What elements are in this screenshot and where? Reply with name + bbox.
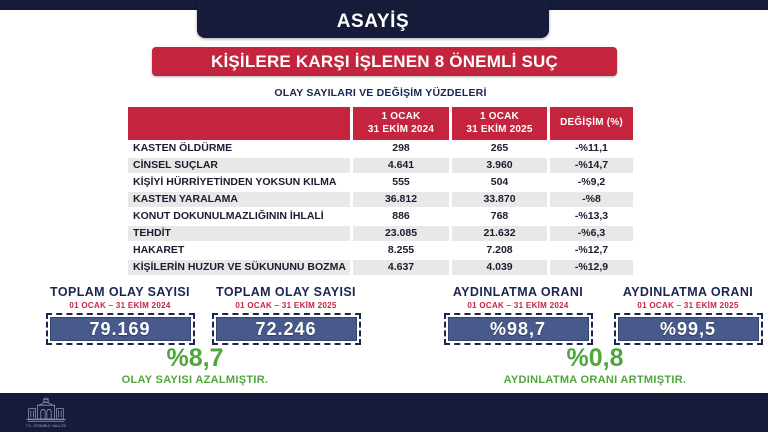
change-cell: -%12,9 [547, 260, 633, 275]
table-caption: OLAY SAYILARI VE DEĞİŞİM YÜZDELERİ [274, 87, 487, 99]
change-cell: -%8 [547, 192, 633, 207]
value-2025-cell: 768 [449, 209, 547, 224]
value-2025-cell: 33.870 [449, 192, 547, 207]
summary-percent: %0,8 [566, 344, 624, 372]
crime-name-cell: CİNSEL SUÇLAR [128, 158, 350, 173]
stat-value: %98,7 [448, 317, 589, 341]
value-2025-cell: 4.039 [449, 260, 547, 275]
value-2025-cell: 504 [449, 175, 547, 190]
th-2025-line2: 31 EKİM 2025 [466, 123, 533, 135]
footer-bar [0, 393, 768, 432]
crime-name-cell: KONUT DOKUNULMAZLIĞININ İHLALİ [128, 209, 350, 224]
table-row [128, 192, 633, 207]
change-cell: -%9,2 [547, 175, 633, 190]
section-banner: KİŞİLERE KARŞI İŞLENEN 8 ÖNEMLİ SUÇ [152, 47, 617, 76]
summary-decrease [30, 345, 360, 386]
stat-label: AYDINLATMA ORANI [452, 285, 584, 299]
stat-value-box [212, 313, 361, 345]
value-2025-cell: 3.960 [449, 158, 547, 173]
stat-value: 72.246 [216, 317, 357, 341]
value-2024-cell: 4.637 [350, 260, 449, 275]
crime-name-cell: HAKARET [128, 243, 350, 258]
table-row [128, 226, 633, 241]
table-row [128, 260, 633, 275]
value-2025-cell: 21.632 [449, 226, 547, 241]
change-cell: -%14,7 [547, 158, 633, 173]
change-cell: -%13,3 [547, 209, 633, 224]
change-cell: -%11,1 [547, 141, 633, 156]
th-change: DEĞİŞİM (%) [547, 107, 633, 140]
th-2025 [449, 107, 547, 140]
th-2024-line2: 31 EKİM 2024 [367, 123, 435, 135]
crime-name-cell: KASTEN YARALAMA [128, 192, 350, 207]
crime-name-cell: TEHDİT [128, 226, 350, 241]
stat-value-box [444, 313, 593, 345]
stat-value: 79.169 [50, 317, 191, 341]
summary-caption: AYDINLATMA ORANI ARTMIŞTIR. [503, 374, 687, 386]
stat-value-box [614, 313, 763, 345]
summary-caption: OLAY SAYISI AZALMIŞTIR. [121, 374, 269, 386]
table-row [128, 243, 633, 258]
table-row [128, 209, 633, 224]
value-2024-cell: 886 [350, 209, 449, 224]
value-2025-cell: 265 [449, 141, 547, 156]
summary-percent: %8,7 [166, 344, 224, 372]
stat-label: TOPLAM OLAY SAYISI [50, 285, 190, 299]
value-2025-cell: 7.208 [449, 243, 547, 258]
stat-period: 01 OCAK – 31 EKİM 2025 [637, 301, 739, 310]
stat-value-box [46, 313, 195, 345]
governorship-building-icon [20, 395, 72, 431]
crime-name-cell: KİŞİLERİN HUZUR VE SÜKUNUNU BOZMA [128, 260, 350, 275]
crime-name-cell: KASTEN ÖLDÜRME [128, 141, 350, 156]
stat-card-clearance-2024 [438, 285, 598, 345]
change-cell: -%6,3 [547, 226, 633, 241]
th-empty [128, 107, 350, 140]
table-row [128, 158, 633, 173]
th-2024 [350, 107, 449, 140]
governorship-name: T.C. İSTANBUL VALİLİĞİ [25, 423, 67, 428]
th-2024-line1: 1 OCAK [381, 111, 421, 122]
stat-period: 01 OCAK – 31 EKİM 2024 [69, 301, 171, 310]
stat-value: %99,5 [618, 317, 759, 341]
value-2024-cell: 8.255 [350, 243, 449, 258]
value-2024-cell: 36.812 [350, 192, 449, 207]
value-2024-cell: 298 [350, 141, 449, 156]
stat-period: 01 OCAK – 31 EKİM 2024 [467, 301, 569, 310]
change-cell: -%12,7 [547, 243, 633, 258]
crime-table [128, 107, 633, 277]
page-title: ASAYİŞ [197, 0, 549, 38]
th-2025-line1: 1 OCAK [480, 111, 519, 122]
table-row [128, 141, 633, 156]
summary-increase [430, 345, 760, 386]
table-header-row [128, 107, 633, 140]
stat-label: TOPLAM OLAY SAYISI [216, 285, 356, 299]
stat-label: AYDINLATMA ORANI [622, 285, 754, 299]
stat-period: 01 OCAK – 31 EKİM 2025 [235, 301, 337, 310]
stat-card-total-2024 [40, 285, 200, 345]
crime-name-cell: KİŞİYİ HÜRRİYETİNDEN YOKSUN KILMA [128, 175, 350, 190]
stat-card-clearance-2025 [608, 285, 768, 345]
value-2024-cell: 555 [350, 175, 449, 190]
table-row [128, 175, 633, 190]
value-2024-cell: 4.641 [350, 158, 449, 173]
value-2024-cell: 23.085 [350, 226, 449, 241]
stat-card-total-2025 [206, 285, 366, 345]
